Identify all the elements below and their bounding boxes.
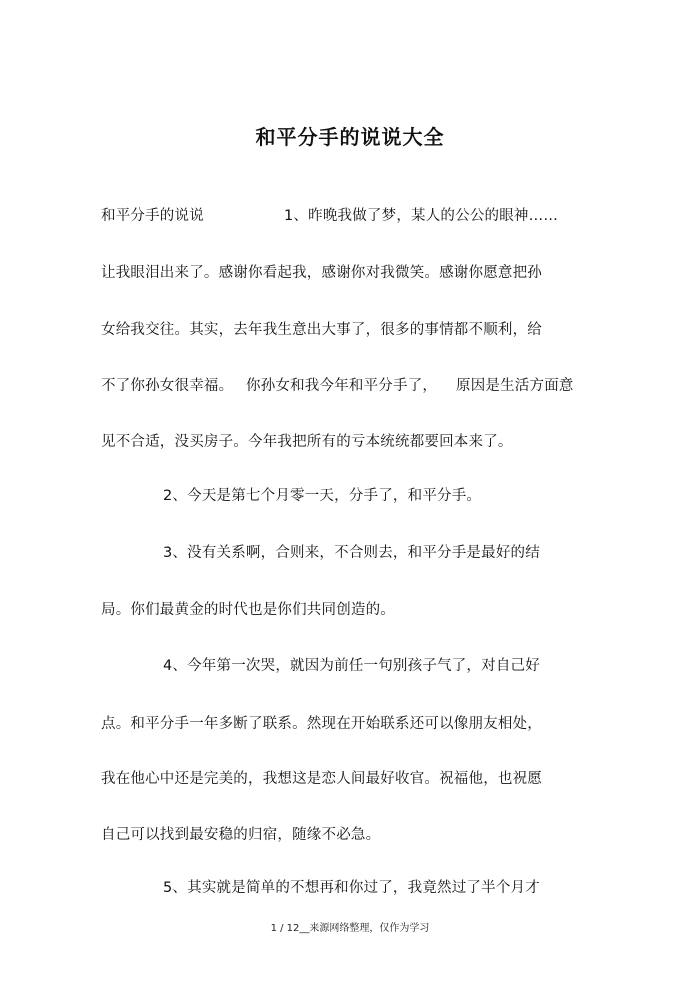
text-line: 点。和平分手一年多断了联系。然现在开始联系还可以像朋友相处， xyxy=(101,716,542,732)
text-line: 原因是生活方面意 xyxy=(456,378,574,394)
page-footer: 1 / 12__来源网络整理，仅作为学习 xyxy=(270,923,430,934)
text-line: 局。你们最黄金的时代也是你们共同创造的。 xyxy=(101,602,395,618)
text-line: 你孙女和我今年和平分手了， xyxy=(246,378,438,394)
text-line: 4、今年第一次哭，就因为前任一句别孩子气了，对自己好 xyxy=(163,658,540,674)
text-line: 5、其实就是简单的不想再和你过了，我竟然过了半个月才 xyxy=(163,880,540,896)
text-line: 女给我交往。其实，去年我生意出大事了，很多的事情都不顺利，给 xyxy=(101,322,542,338)
text-line: 见不合适，没买房子。今年我把所有的亏本统统都要回本来了。 xyxy=(101,434,513,450)
text-line: 自己可以找到最安稳的归宿，随缘不必急。 xyxy=(101,827,381,843)
document-title: 和平分手的说说大全 xyxy=(255,125,445,149)
text-line: 让我眼泪出来了。感谢你看起我，感谢你对我微笑。感谢你愿意把孙 xyxy=(101,265,542,281)
text-line: 2、今天是第七个月零一天，分手了，和平分手。 xyxy=(163,488,482,504)
text-line: 我在他心中还是完美的，我想这是恋人间最好收官。祝福他，也祝愿 xyxy=(101,771,542,787)
text-line: 不了你孙女很幸福。 xyxy=(101,378,234,394)
text-line: 和平分手的说说 xyxy=(101,208,204,224)
text-line: 1、昨晚我做了梦，某人的公公的眼神…… xyxy=(284,208,559,224)
text-line: 3、没有关系啊，合则来，不合则去，和平分手是最好的结 xyxy=(163,545,540,561)
